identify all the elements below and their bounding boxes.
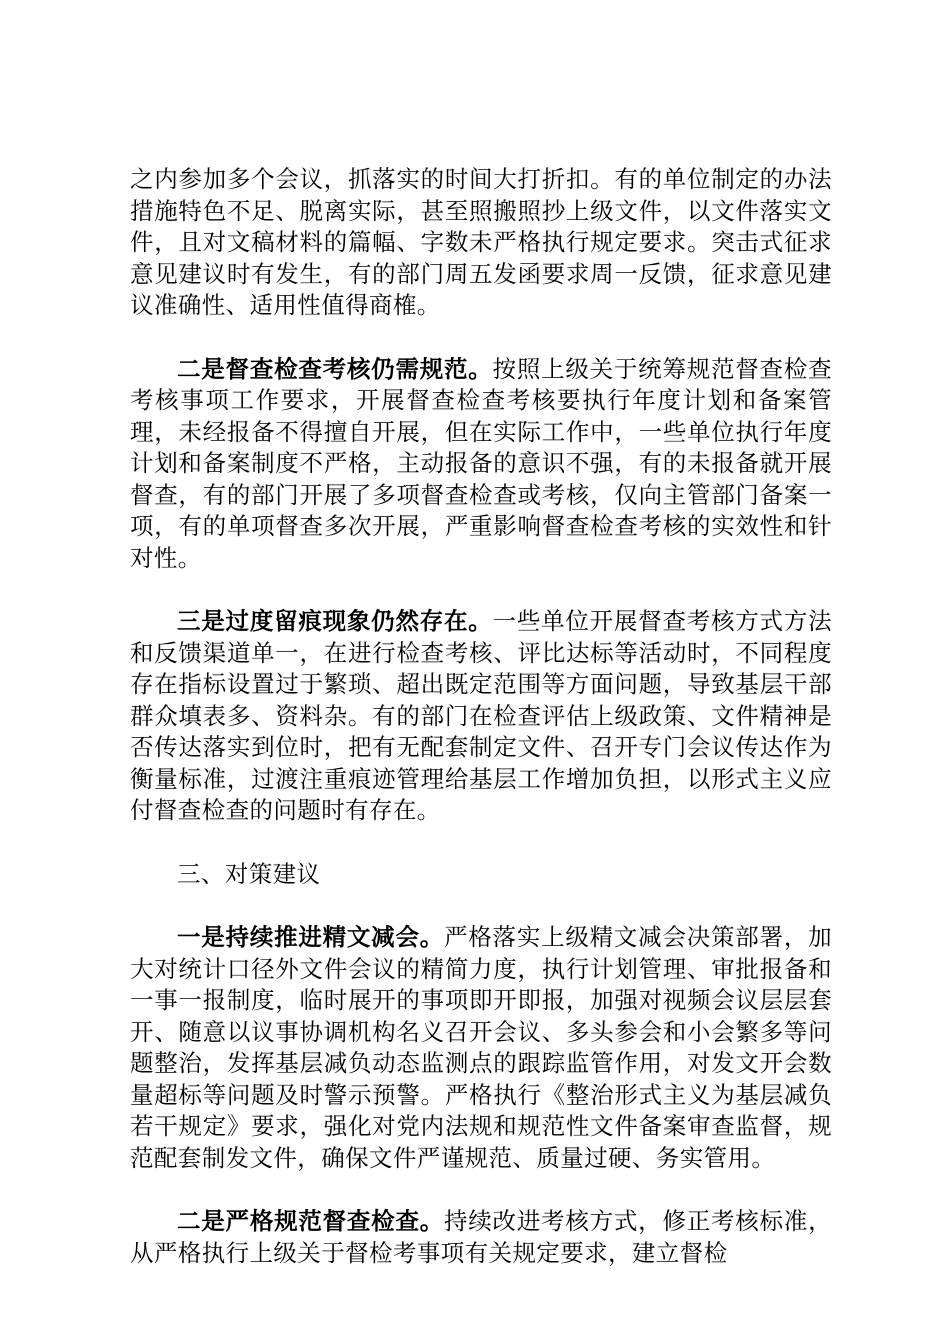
- paragraph-supervision: [130, 354, 832, 575]
- paragraph-lead: 三是过度留痕现象仍然存在。: [177, 607, 493, 635]
- paragraph-body: 之内参加多个会议，抓落实的时间大打折扣。有的单位制定的办法措施特色不足、脱离实际，甚至照搬照抄上级文件，以文件落实文件，且对文稿材料的篇幅、字数未严格执行规定要求。突击式征求意见建议时有发生，有的部门周五发函要求周一反馈，征求意见建议准确性、适用性值得商榷。: [130, 165, 832, 319]
- paragraph-lead: 二是督查检查考核仍需规范。: [177, 354, 493, 383]
- paragraph-reduce-meetings: [130, 922, 832, 1174]
- paragraph-lead: 二是严格规范督查检查。: [177, 1207, 444, 1235]
- paragraph-excessive-traces: [130, 606, 832, 827]
- paragraph-lead: 一是持续推进精文减会。: [177, 923, 444, 951]
- paragraph-body: 按照上级关于统筹规范督查检查考核事项工作要求，开展督查检查考核要执行年度计划和备案管理，未经报备不得擅自开展，但在实际工作中，一些单位执行年度计划和备案制度不严格，主动报备的意识不强，有的未报备就开展督查，有的部门开展了多项督查检查或考核，仅向主管部门备案一项，有的单项督查多次开展，严重影响督查检查考核的实效性和针对性。: [130, 354, 832, 572]
- paragraph-regulate-inspections: [130, 1206, 832, 1269]
- paragraph-body: 持续改进考核方式，修正考核标准，从严格执行上级关于督检考事项有关规定要求，建立督检: [130, 1207, 832, 1267]
- section-heading: 三、对策建议: [177, 859, 321, 888]
- paragraph-body: 严格落实上级精文减会决策部署，加大对统计口径外文件会议的精简力度，执行计划管理、审批报备和一事一报制度，临时展开的事项即开即报，加强对视频会议层层套开、随意以议事协调机构名义召开会议、多头参会和小会繁多等问题整治，发挥基层减负动态监测点的跟踪监管作用，对发文开会数量超标等问题及时警示预警。严格执行《整治形式主义为基层减负若干规定》要求，强化对党内法规和规范性文件备案审查监督，规范配套制发文件，确保文件严谨规范、质量过硬、务实管用。: [130, 923, 832, 1172]
- paragraph-body: 一些单位开展督查考核方式方法和反馈渠道单一，在进行检查考核、评比达标等活动时，不同程度存在指标设置过于繁琐、超出既定范围等方面问题，导致基层干部群众填表多、资料杂。有的部门在检查评估上级政策、文件精神是否传达落实到位时，把有无配套制定文件、召开专门会议传达作为衡量标准，过渡注重痕迹管理给基层工作增加负担，以形式主义应付督查检查的问题时有存在。: [130, 607, 832, 824]
- paragraph-continuation: [130, 164, 832, 322]
